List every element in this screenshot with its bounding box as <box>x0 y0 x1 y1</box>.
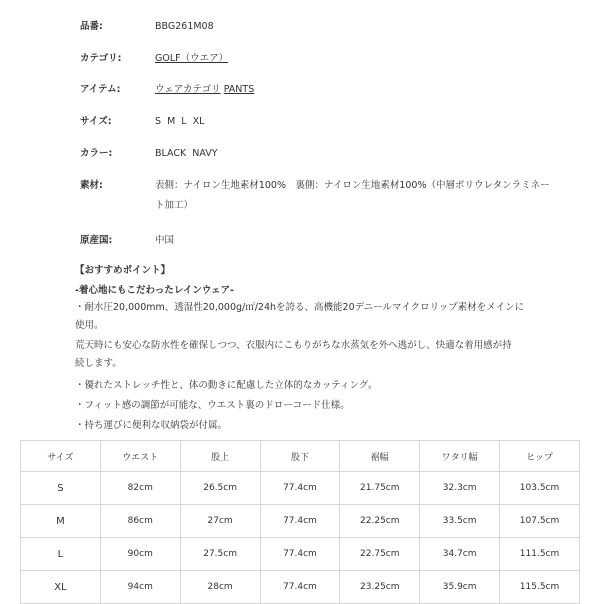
table-cell: 86cm <box>100 505 180 538</box>
table-cell: 115.5cm <box>500 571 580 604</box>
header-size: サイズ <box>21 441 101 472</box>
table-cell: 22.75cm <box>340 538 420 571</box>
table-row <box>21 571 580 604</box>
size-cell: M <box>21 505 101 538</box>
table-cell: 23.25cm <box>340 571 420 604</box>
wear-category-link[interactable]: ウェアカテゴリ <box>155 84 221 95</box>
description-line: ・優れたストレッチ性と、体の動きに配慮した立体的なカッティング。 <box>75 380 378 391</box>
table-cell: 35.9cm <box>420 571 500 604</box>
spec-value: 中国 <box>155 235 175 246</box>
size-cell: S <box>21 472 101 505</box>
size-table <box>20 440 580 604</box>
header-thigh-width: ワタリ幅 <box>420 441 500 472</box>
header-waist: ウエスト <box>100 441 180 472</box>
header-rise: 股上 <box>180 441 260 472</box>
recommendation-heading: 【おすすめポイント】 <box>75 265 171 276</box>
table-cell: 77.4cm <box>260 571 340 604</box>
category-link[interactable]: GOLF（ウエア） <box>155 53 229 64</box>
spec-label: サイズ: <box>80 116 112 127</box>
header-hip: ヒップ <box>500 441 580 472</box>
table-cell: 111.5cm <box>500 538 580 571</box>
recommendation-subheading: -着心地にもこだわったレインウェア- <box>75 285 234 296</box>
spec-label: アイテム: <box>80 84 121 95</box>
description-line: ・耐水圧20,000mm、透湿性20,000g/㎡/24hを誇る、高機能20デニールマイクロリップ素材をメインに <box>75 302 525 313</box>
header-hem-width: 裾幅 <box>340 441 420 472</box>
table-cell: 90cm <box>100 538 180 571</box>
spec-label: カテゴリ: <box>80 53 122 64</box>
description-line: 使用。 <box>75 320 104 331</box>
pants-link[interactable]: PANTS <box>223 84 255 95</box>
description-line: ・持ち運びに便利な収納袋が付属。 <box>75 420 228 431</box>
table-cell: 82cm <box>100 472 180 505</box>
table-cell: 34.7cm <box>420 538 500 571</box>
spec-value: BLACK NAVY <box>155 148 218 159</box>
table-cell: 26.5cm <box>180 472 260 505</box>
spec-value <box>155 81 550 98</box>
table-cell: 32.3cm <box>420 472 500 505</box>
spec-value: 表側：ナイロン生地素材100% 裏側：ナイロン生地素材100%（中層ポリウレタンラミネート加工） <box>155 180 550 211</box>
spec-label: 品番: <box>80 21 103 32</box>
size-table-header <box>21 441 580 472</box>
description-line: ・フィット感の調節が可能な、ウエスト裏のドローコード仕様。 <box>75 400 350 411</box>
description-line: 荒天時にも安心な防水性を確保しつつ、衣服内にこもりがちな水蒸気を外へ逃がし、快適な着用感が持 <box>75 340 512 351</box>
header-inseam: 股下 <box>260 441 340 472</box>
table-row <box>21 505 580 538</box>
table-cell: 33.5cm <box>420 505 500 538</box>
table-cell: 77.4cm <box>260 538 340 571</box>
spec-label: 原産国: <box>80 235 113 246</box>
table-cell: 28cm <box>180 571 260 604</box>
table-cell: 22.25cm <box>340 505 420 538</box>
table-cell: 94cm <box>100 571 180 604</box>
table-cell: 107.5cm <box>500 505 580 538</box>
description-line: 続します。 <box>75 358 122 369</box>
table-cell: 21.75cm <box>340 472 420 505</box>
size-cell: L <box>21 538 101 571</box>
table-cell: 27.5cm <box>180 538 260 571</box>
table-cell: 77.4cm <box>260 472 340 505</box>
table-cell: 103.5cm <box>500 472 580 505</box>
spec-value: BBG261M08 <box>155 21 214 32</box>
table-cell: 77.4cm <box>260 505 340 538</box>
table-row <box>21 472 580 505</box>
table-row <box>21 538 580 571</box>
spec-label: 素材: <box>80 180 103 191</box>
table-cell: 27cm <box>180 505 260 538</box>
spec-label: カラー: <box>80 148 113 159</box>
spec-value: S M L XL <box>155 116 205 127</box>
size-cell: XL <box>21 571 101 604</box>
